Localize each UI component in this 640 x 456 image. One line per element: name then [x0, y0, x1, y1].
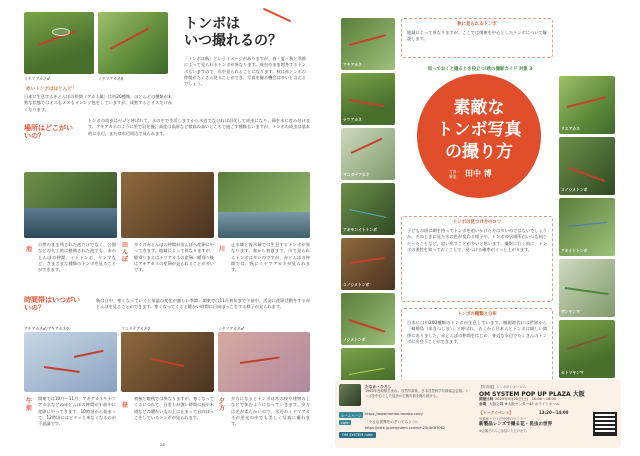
bottom-photo-caption-3: ミヤマアカネ♂	[218, 326, 245, 331]
species-photo-3	[341, 128, 395, 180]
dragonfly-icon	[240, 356, 280, 363]
event-small: 【写真展】トンボのシャーレム	[479, 385, 527, 389]
where-text: トンボの幼虫はヤゴと呼ばれて、水の中で生活しますから水辺でなければ羽化して成虫になり、卵を水に産み付けます。アキアカネのように里で羽化後、高度は高原など標高の高いところで過ごす種類もいますが、トンボの成虫は基本的に水辺、または水辺周辺で見られます。	[88, 118, 310, 136]
place-label-river: 川	[219, 246, 226, 253]
species-photo-2	[341, 73, 395, 125]
main-title-3: の撮り方	[445, 142, 513, 162]
dragonfly-icon	[567, 96, 606, 107]
note-badge[interactable]: OM SYSTEM note	[339, 432, 376, 438]
count-heading: トンボの種類と分布	[457, 312, 497, 317]
note-title: 「小さな世界をのぞいてみよう!」	[365, 420, 421, 424]
species-intro: 地域によって異なりますが、ここでは関東を中心としたトンボについて解説します。	[407, 30, 547, 42]
species-photo-11	[559, 259, 615, 317]
event-date-label: 開催日時	[479, 397, 494, 401]
place-photo-rice-field	[121, 172, 214, 238]
species-photo-9	[559, 137, 615, 195]
profile-name: たなか・ひろし	[365, 384, 392, 389]
species-caption-5b: コノシメトンボ	[561, 187, 588, 192]
dragonfly-icon	[349, 34, 386, 45]
title-circle	[417, 74, 541, 198]
dragonfly-icon	[565, 287, 609, 295]
right-page	[323, 6, 628, 450]
top-photo-caption-2: ミヤマアカネ♀	[98, 76, 124, 81]
species-caption-9: ギンヤンマ	[561, 309, 580, 314]
info-band	[335, 380, 621, 448]
dragonfly-icon	[349, 319, 386, 332]
time-label-noon: 昼	[122, 402, 129, 409]
species-caption-3: マユタテアカネ	[343, 172, 370, 177]
event-title: OM SYSTEM POP UP PLAZA 大阪	[479, 391, 585, 398]
dragonfly-icon	[567, 335, 608, 350]
dragonfly-icon	[351, 138, 382, 154]
bottom-photo-caption-2: マユタテアカネ♀	[121, 326, 151, 331]
bottom-photo-caption-1: アキアカネ♂/アキアカネ♀	[24, 326, 70, 331]
left-page	[12, 6, 317, 450]
where-heading: 場所はどこがいいの？	[24, 124, 73, 140]
place-label-rice-field: 田んぼ	[122, 242, 129, 263]
species-caption-6: ノシメトンボ	[343, 337, 366, 342]
homepage-link[interactable]: https://www.tombo-tanaka.com/	[365, 412, 423, 416]
species-caption-1: アキアカネ	[343, 62, 362, 67]
species-heading: 秋に見られるトンボ	[457, 22, 497, 27]
author-label: 写真・解説	[449, 169, 461, 179]
time-heading: 時間帯はいつがいいの？	[24, 296, 80, 312]
seminar-title: 新製品レンズで撮る花・昆虫の世界	[479, 422, 553, 427]
note-text: 日本に生息する赤とんぼの仲間（アカネ属）は約20種類。ほとんどの種類が未熟な状態ではオスもメスもオレンジ色をしていますが、成熟するとオスだけ赤くなります。	[24, 94, 172, 112]
profile-text: 1963年長崎県生まれ。自然写真家。日本自然科学写真協会会員。トンボを中心とした昆虫の生態写真を撮り続ける。	[365, 389, 469, 398]
place-label-pond: 池	[26, 246, 33, 253]
species-caption-7: リスアカネ	[561, 126, 580, 131]
species-caption-2: ナツアカネ	[343, 117, 362, 122]
seminar-time: 13:20〜14:00	[539, 410, 569, 415]
time-text-noon: 初秋と晩秋では異なりますが、寒くなってくるにつれて、日差しが強い時間に枝や木道などの暖かいもの上に止まって日向ぼっこをしているトンボが見られます。	[134, 396, 214, 420]
species-caption-5: コノシメトンボ	[343, 282, 370, 287]
intro-text: 「トンボは秋」というイメージがありますが、春・夏・秋と季節によって見られるトンボが異なります。成虫のまま越冬するトンボもいますので、年中見られることになります。秋は赤トンボの仲間がたくさん見ることができ、写真を撮る機会は多いと言えるでしょう。	[184, 56, 306, 87]
main-title-1: 素敵な	[453, 98, 505, 118]
event-place: 大阪会場 ★大阪センター4F ホワイトホール	[489, 402, 560, 406]
species-photo-12	[559, 320, 615, 378]
top-photo-caption-1: ミヤマアカネ♂	[24, 76, 51, 81]
place-photo-pond	[24, 172, 117, 238]
dragonfly-icon	[349, 209, 386, 218]
wing-icon	[52, 28, 70, 36]
dragonfly-icon	[151, 358, 185, 367]
dragonfly-icon	[349, 368, 385, 375]
author-name: 田中 博	[465, 169, 492, 178]
note-label: 赤いトンボはほとんど！	[26, 87, 77, 92]
tips-text: 子どもの頃に網を持ってトンボを追いかけた方は多いのではないでしょうか。そのときに見た水の色が変わる様子や、トンボの居場所がいつも同じだったことなど、思い出すことが多いと思います。撮影に行く前に、トンボの習性を知っておくことで、見つける確率がぐっと上がります。	[407, 228, 547, 252]
species-photo-10	[559, 198, 615, 256]
homepage-label: ホームページ	[341, 413, 362, 418]
dragonfly-icon	[74, 350, 104, 358]
event-place-label: 会場	[479, 402, 487, 406]
page-title	[184, 16, 304, 50]
note-label: note	[341, 420, 349, 425]
time-text-morning: 関東では10月〜11月、アキアカネやナツアカネなどの赤とんぼの仲間が午前中に産卵にやってきます。10時頃から始まって、12時頃にはピタッと来なくなるのが不思議です。	[38, 396, 116, 427]
title-line-2: いつ撮れるの？	[184, 33, 282, 49]
page-number-left: 26	[160, 442, 165, 447]
count-text: 日本には約200種類のトンボが生息しています。観測時代には世界から「蜻蛉島（あきつしま）」と呼ばれ、古くから日本人とトンボは親しい関係にありました。赤とんぼの仲間をはじめ、身近な水辺でたくさんのトンボに出会うことができます。	[407, 320, 547, 344]
note-link[interactable]: https://note.jp.omsystem.com/n/n23c4e3f3082	[365, 426, 445, 430]
series-badge: 知っておくと撮るとき役立つ!秋の撮影ガイド 対象 3	[427, 67, 533, 72]
dragonfly-icon	[44, 366, 80, 373]
dragonfly-icon	[349, 99, 385, 107]
dragonfly-icon	[567, 222, 607, 227]
place-text-river: 止水域と流水域では生息するトンボが異なります。春から初夏まで、川で見られるトンボは多いのですが、赤とんぼの仲間では、秋にミヤマアカネが見られます。	[231, 242, 310, 273]
species-photo-6	[341, 293, 395, 345]
time-text: 秋は日中、寒くなっていくと気温の変化が激しい季節。関東では11月初旬まで午前中、活発に産卵活動をする赤とんぼを見ることができます。寒くなってくると暖かい時間に日向ぼっこをする様子が見られます。	[96, 298, 310, 310]
seminar-note: ※会場でのみご参加いただけます。	[479, 429, 530, 433]
main-title-2: トンボ写真	[436, 120, 522, 140]
avatar	[339, 384, 361, 406]
place-text-rice-field: 多くの赤とんぼの仲間が田んぼへ産卵にやってきます。地域によって異なりますが、稲刈りまえはナツアカネの産卵、稲刈り後はアキアカネの産卵が見られることが多いです。	[134, 242, 214, 273]
dragonfly-icon	[110, 27, 150, 49]
time-photo-evening	[218, 332, 310, 392]
dragonfly-icon	[349, 257, 385, 264]
species-photo-5	[341, 238, 395, 290]
seminar-label: 【トークイベント】	[479, 410, 513, 415]
species-caption-11: カトリヤンマ	[561, 370, 584, 375]
event-date: 2025年9月20日(土) 10:00〜16:00	[495, 397, 557, 401]
title-line-1: トンボは	[184, 16, 240, 32]
species-photo-1	[341, 18, 395, 70]
time-photo-noon	[121, 332, 214, 392]
species-caption-4: アオモンイトトンボ	[343, 227, 377, 232]
species-photo-4	[341, 183, 395, 235]
time-label-morning: 午前	[26, 398, 33, 412]
time-text-evening: 夕方になるとトンボは木の枝や建物の上などで休むようになっていきます。夕方は光が柔らかいので、水辺のミヤマアカネが逆光の中でも美しく写真に撮れます。	[231, 396, 310, 427]
place-text-pond: 自然のまま残された池だけでなく、公園などの人工的に整備された池でも、あかとんぼの仲間、イトトンボ、ヤンマなど、さまざまな種類のトンボを見ることができます。	[38, 242, 116, 273]
tips-heading: トンボの見つけ方のコツ	[452, 220, 502, 225]
qr-code[interactable]	[593, 412, 617, 436]
top-photo-1	[24, 12, 94, 74]
seminar-sub: 写真家と行く田中博のセミナー	[479, 417, 527, 421]
top-photo-2	[98, 12, 168, 74]
species-caption-8: アオイトトンボ	[561, 248, 588, 253]
dragonfly-icon	[569, 167, 605, 181]
place-photo-river	[218, 172, 310, 238]
time-photo-morning	[24, 332, 117, 392]
species-photo-8	[559, 76, 615, 134]
time-label-evening: 夕方	[219, 398, 226, 412]
